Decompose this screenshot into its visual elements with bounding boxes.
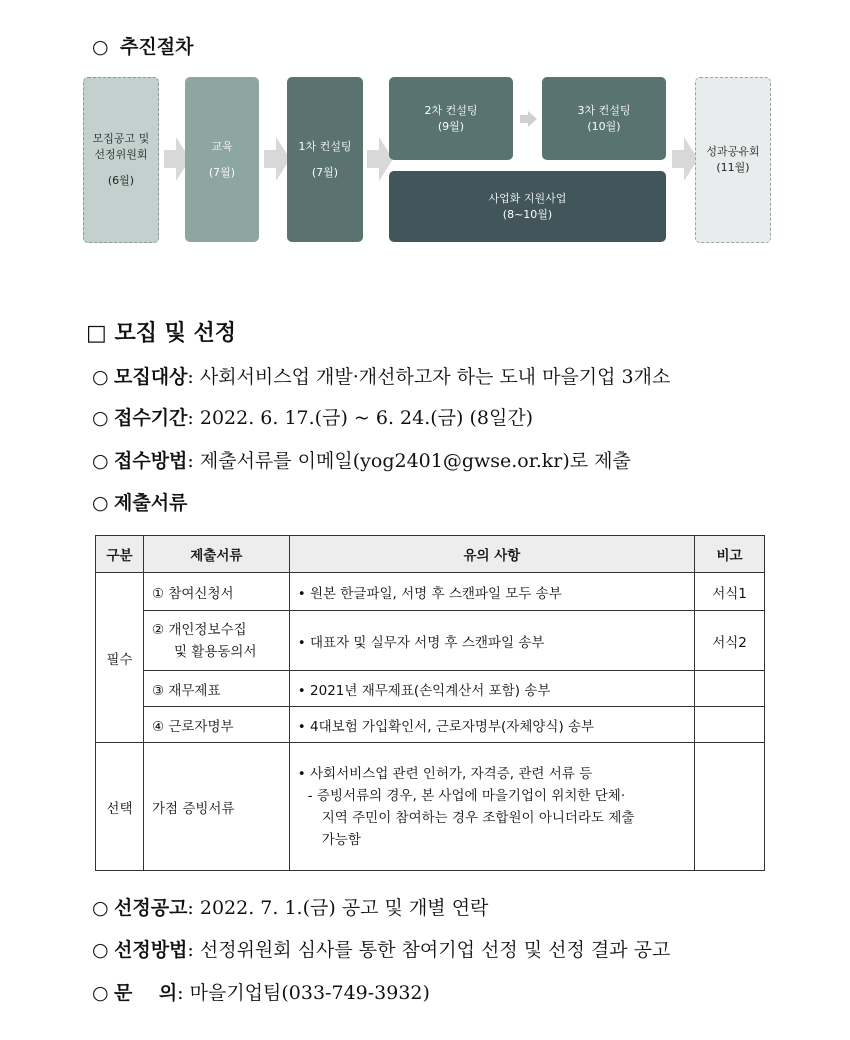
doc-cell: ② 개인정보수집 및 활용동의서 — [143, 611, 289, 671]
remark-cell — [695, 671, 765, 707]
table-row — [96, 671, 765, 707]
item-announce: ○ 선정공고: 2022. 7. 1.(금) 공고 및 개별 연락 — [92, 897, 489, 919]
step-commercialization: 사업화 지원사업 (8~10월) — [389, 171, 666, 242]
header-category: 구분 — [96, 536, 144, 573]
circle-bullet-icon: ○ — [92, 982, 109, 1004]
note-cell: • 원본 한글파일, 서명 후 스캔파일 모두 송부 — [289, 573, 694, 611]
remark-cell — [695, 707, 765, 743]
note-cell: • 대표자 및 실무자 서명 후 스캔파일 송부 — [289, 611, 694, 671]
header-document: 제출서류 — [143, 536, 289, 573]
item-period: ○ 접수기간: 2022. 6. 17.(금) ~ 6. 24.(금) (8일간) — [92, 407, 534, 429]
step-sharing: 성과공유회 (11월) — [695, 77, 771, 243]
process-heading: ○ 추진절차 — [92, 36, 194, 58]
step-consult-3: 3차 컨설팅 (10월) — [542, 77, 666, 160]
item-documents: ○ 제출서류 — [92, 492, 188, 514]
table-row — [96, 611, 765, 671]
doc-cell: ④ 근로자명부 — [143, 707, 289, 743]
step-consult-2: 2차 컨설팅 (9월) — [389, 77, 513, 160]
category-optional: 선택 — [96, 743, 144, 871]
header-remark: 비고 — [695, 536, 765, 573]
doc-cell: ① 참여신청서 — [143, 573, 289, 611]
item-contact: ○ 문 의: 마을기업팀(033-749-3932) — [92, 982, 430, 1004]
remark-cell: 서식2 — [695, 611, 765, 671]
circle-bullet-icon: ○ — [92, 407, 109, 429]
step-education: 교육 (7월) — [185, 77, 259, 242]
circle-bullet-icon: ○ — [92, 366, 109, 388]
item-method: ○ 접수방법: 제출서류를 이메일(yog2401@gwse.or.kr)로 제출 — [92, 450, 631, 472]
circle-bullet-icon: ○ — [92, 939, 109, 961]
table-row — [96, 743, 765, 871]
step-recruit: 모집공고 및 선정위원회 (6월) — [83, 77, 159, 243]
table-row — [96, 573, 765, 611]
remark-cell — [695, 743, 765, 871]
header-note: 유의 사항 — [289, 536, 694, 573]
note-cell: • 2021년 재무제표(손익계산서 포함) 송부 — [289, 671, 694, 707]
circle-bullet-icon: ○ — [92, 897, 109, 919]
documents-table — [95, 535, 765, 871]
doc-cell: ③ 재무제표 — [143, 671, 289, 707]
step-consult-1: 1차 컨설팅 (7월) — [287, 77, 363, 242]
remark-cell: 서식1 — [695, 573, 765, 611]
circle-bullet-icon: ○ — [92, 492, 109, 514]
note-cell: • 4대보험 가입확인서, 근로자명부(자체양식) 송부 — [289, 707, 694, 743]
table-header-row — [96, 536, 765, 573]
section-title: □ 모집 및 선정 — [86, 321, 237, 346]
arrow-right-icon — [528, 111, 537, 127]
note-cell: • 사회서비스업 관련 인허가, 자격증, 관련 서류 등 - 증빙서류의 경우, 본 사업에 마을기업이 위치한 단체· 지역 주민이 참여하는 경우 조합원이 아니더라도 제출 가능함 — [289, 743, 694, 871]
table-row — [96, 707, 765, 743]
doc-cell: 가점 증빙서류 — [143, 743, 289, 871]
circle-bullet-icon: ○ — [92, 36, 109, 58]
circle-bullet-icon: ○ — [92, 450, 109, 472]
item-selection: ○ 선정방법: 선정위원회 심사를 통한 참여기업 선정 및 선정 결과 공고 — [92, 939, 671, 961]
item-target: ○ 모집대상: 사회서비스업 개발·개선하고자 하는 도내 마을기업 3개소 — [92, 366, 671, 388]
category-required: 필수 — [96, 573, 144, 743]
